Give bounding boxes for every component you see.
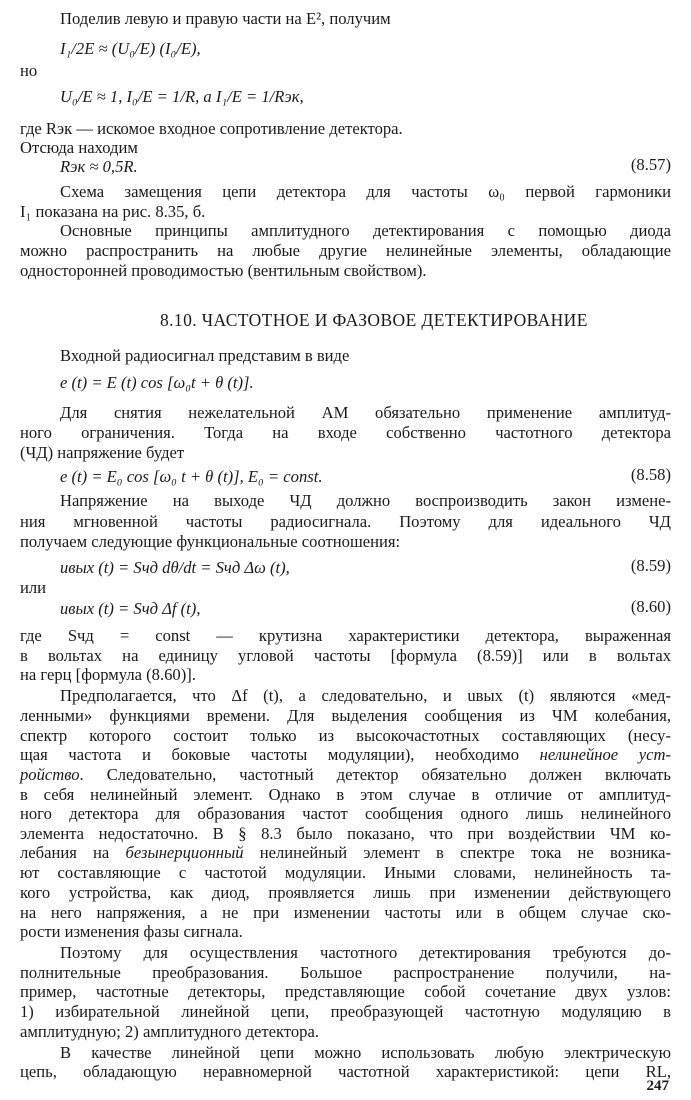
equation: U₀/E ≈ 1, I₀/E = 1/R, а I₁/E = 1/Rэк, [60, 87, 304, 106]
text-line: элемента недостаточно. В § 8.3 было показано, что при воздействии ЧМ ко- [20, 824, 671, 843]
equation: e (t) = E (t) cos [ω₀t + θ (t)]. [60, 373, 254, 392]
text-line: ного ограничения. Тогда на входе собственно частотного детектора [20, 423, 671, 442]
text-line: Поэтому для осуществления частотного детектирования требуются до- [60, 943, 671, 962]
section-heading: 8.10. ЧАСТОТНОЕ И ФАЗОВОЕ ДЕТЕКТИРОВАНИЕ [160, 310, 588, 330]
text-line: на герц [формула (8.60)]. [20, 665, 196, 684]
text-line: или [20, 578, 47, 597]
equation-number: (8.57) [630, 155, 671, 174]
text-line: ного детектора для образования частот сообщения одного лишь нелинейного [20, 804, 671, 823]
text-run: . Следовательно, частотный детектор обязательно должен включать [79, 765, 671, 784]
text-line: рости изменения фазы сигнала. [20, 922, 243, 941]
text-line: в вольтах на единицу угловой частоты [формула (8.59)] или в вольтах [20, 646, 671, 665]
equation-number: (8.59) [630, 556, 671, 575]
text-line: полнительные преобразования. Большое распространение получили, на- [20, 963, 671, 982]
text-line: где Sчд = const — крутизна характеристики детектора, выраженная [20, 626, 671, 645]
text-line: где Rэк — искомое входное сопротивление детектора. [20, 119, 403, 138]
text-line: Предполагается, что Δf (t), а следовательно, и uвых (t) являются «мед- [60, 686, 671, 705]
text-line: спектр которого состоит только из высокочастотных составляющих (несу- [20, 726, 671, 745]
text-line: цепь, обладающую неравномерной частотной характеристикой: цепи RL, [20, 1062, 671, 1081]
text-line: односторонней проводимостью (вентильным свойством). [20, 261, 427, 280]
equation: uвых (t) = Sчд dθ/dt = Sчд Δω (t), [60, 558, 290, 577]
equation: I₁/2E ≈ (U₀/E) (I₀/E), [60, 39, 201, 58]
text-line: Входной радиосигнал представим в виде [60, 346, 350, 365]
equation-number: (8.60) [630, 597, 671, 616]
page-number: 247 [646, 1078, 669, 1094]
text-run: лебания на [20, 843, 126, 862]
text-line [20, 764, 671, 786]
text-line: ют составляющие с частотой модуляции. Иными словами, нелинейность та- [20, 863, 671, 882]
text-run: нелинейный элемент в спектре тока не возника- [243, 843, 672, 862]
text-line: в себя нелинейный элемент. Однако в этом случае в отличие от амплитуд- [20, 785, 671, 804]
text-line: пример, частотные детекторы, представляющие собой сочетание двух узлов: [20, 982, 671, 1001]
text-line: амплитудную; 2) амплитудного детектора. [20, 1022, 319, 1041]
text-line [20, 744, 671, 766]
text-line: 1) избирательной линейной цепи, преобразующей частотную модуляцию в [20, 1002, 671, 1021]
text-line: Напряжение на выходе ЧД должно воспроизводить закон измене- [60, 491, 671, 510]
text-line: I₁ показана на рис. 8.35, б. [20, 202, 206, 221]
text-line: В качестве линейной цепи можно использовать любую электрическую [60, 1043, 671, 1062]
text-line: Схема замещения цепи детектора для частоты ω₀ первой гармоники [60, 182, 671, 201]
text-line: кого устройства, как диод, проявляется лишь при изменении действующего [20, 883, 671, 902]
text-line: ния мгновенной частоты радиосигнала. Поэтому для идеального ЧД [20, 512, 671, 531]
text-line: на него напряжения, а не при изменении частоты или в общем случае ско- [20, 903, 671, 922]
text-line: Отсюда находим [20, 138, 138, 157]
text-line: Для снятия нежелательной АМ обязательно применение амплитуд- [60, 403, 671, 422]
text-line: можно распространить на любые другие нелинейные элементы, обладающие [20, 241, 671, 260]
text-line: но [20, 61, 38, 80]
italic-term: нелинейное уст- [539, 745, 671, 764]
text-line: Поделив левую и правую части на E², получим [60, 9, 391, 28]
equation-number: (8.58) [630, 465, 671, 484]
italic-term: безынерционный [125, 843, 244, 862]
text-line: ленными» функциями времени. Для выделения сообщения из ЧМ колебания, [20, 706, 671, 725]
equation: Rэк ≈ 0,5R. [60, 157, 138, 176]
equation: e (t) = E₀ cos [ω₀ t + θ (t)], E₀ = const. [60, 467, 323, 486]
text-run: щая частота и боковые частоты модуляции), необходимо [20, 745, 540, 764]
text-line: Основные принципы амплитудного детектирования с помощью диода [60, 221, 671, 240]
text-line [20, 842, 671, 864]
italic-term: ройство [20, 765, 80, 784]
text-line: (ЧД) напряжение будет [20, 443, 185, 462]
text-line: получаем следующие функциональные соотношения: [20, 532, 401, 551]
equation: uвых (t) = Sчд Δf (t), [60, 599, 201, 618]
